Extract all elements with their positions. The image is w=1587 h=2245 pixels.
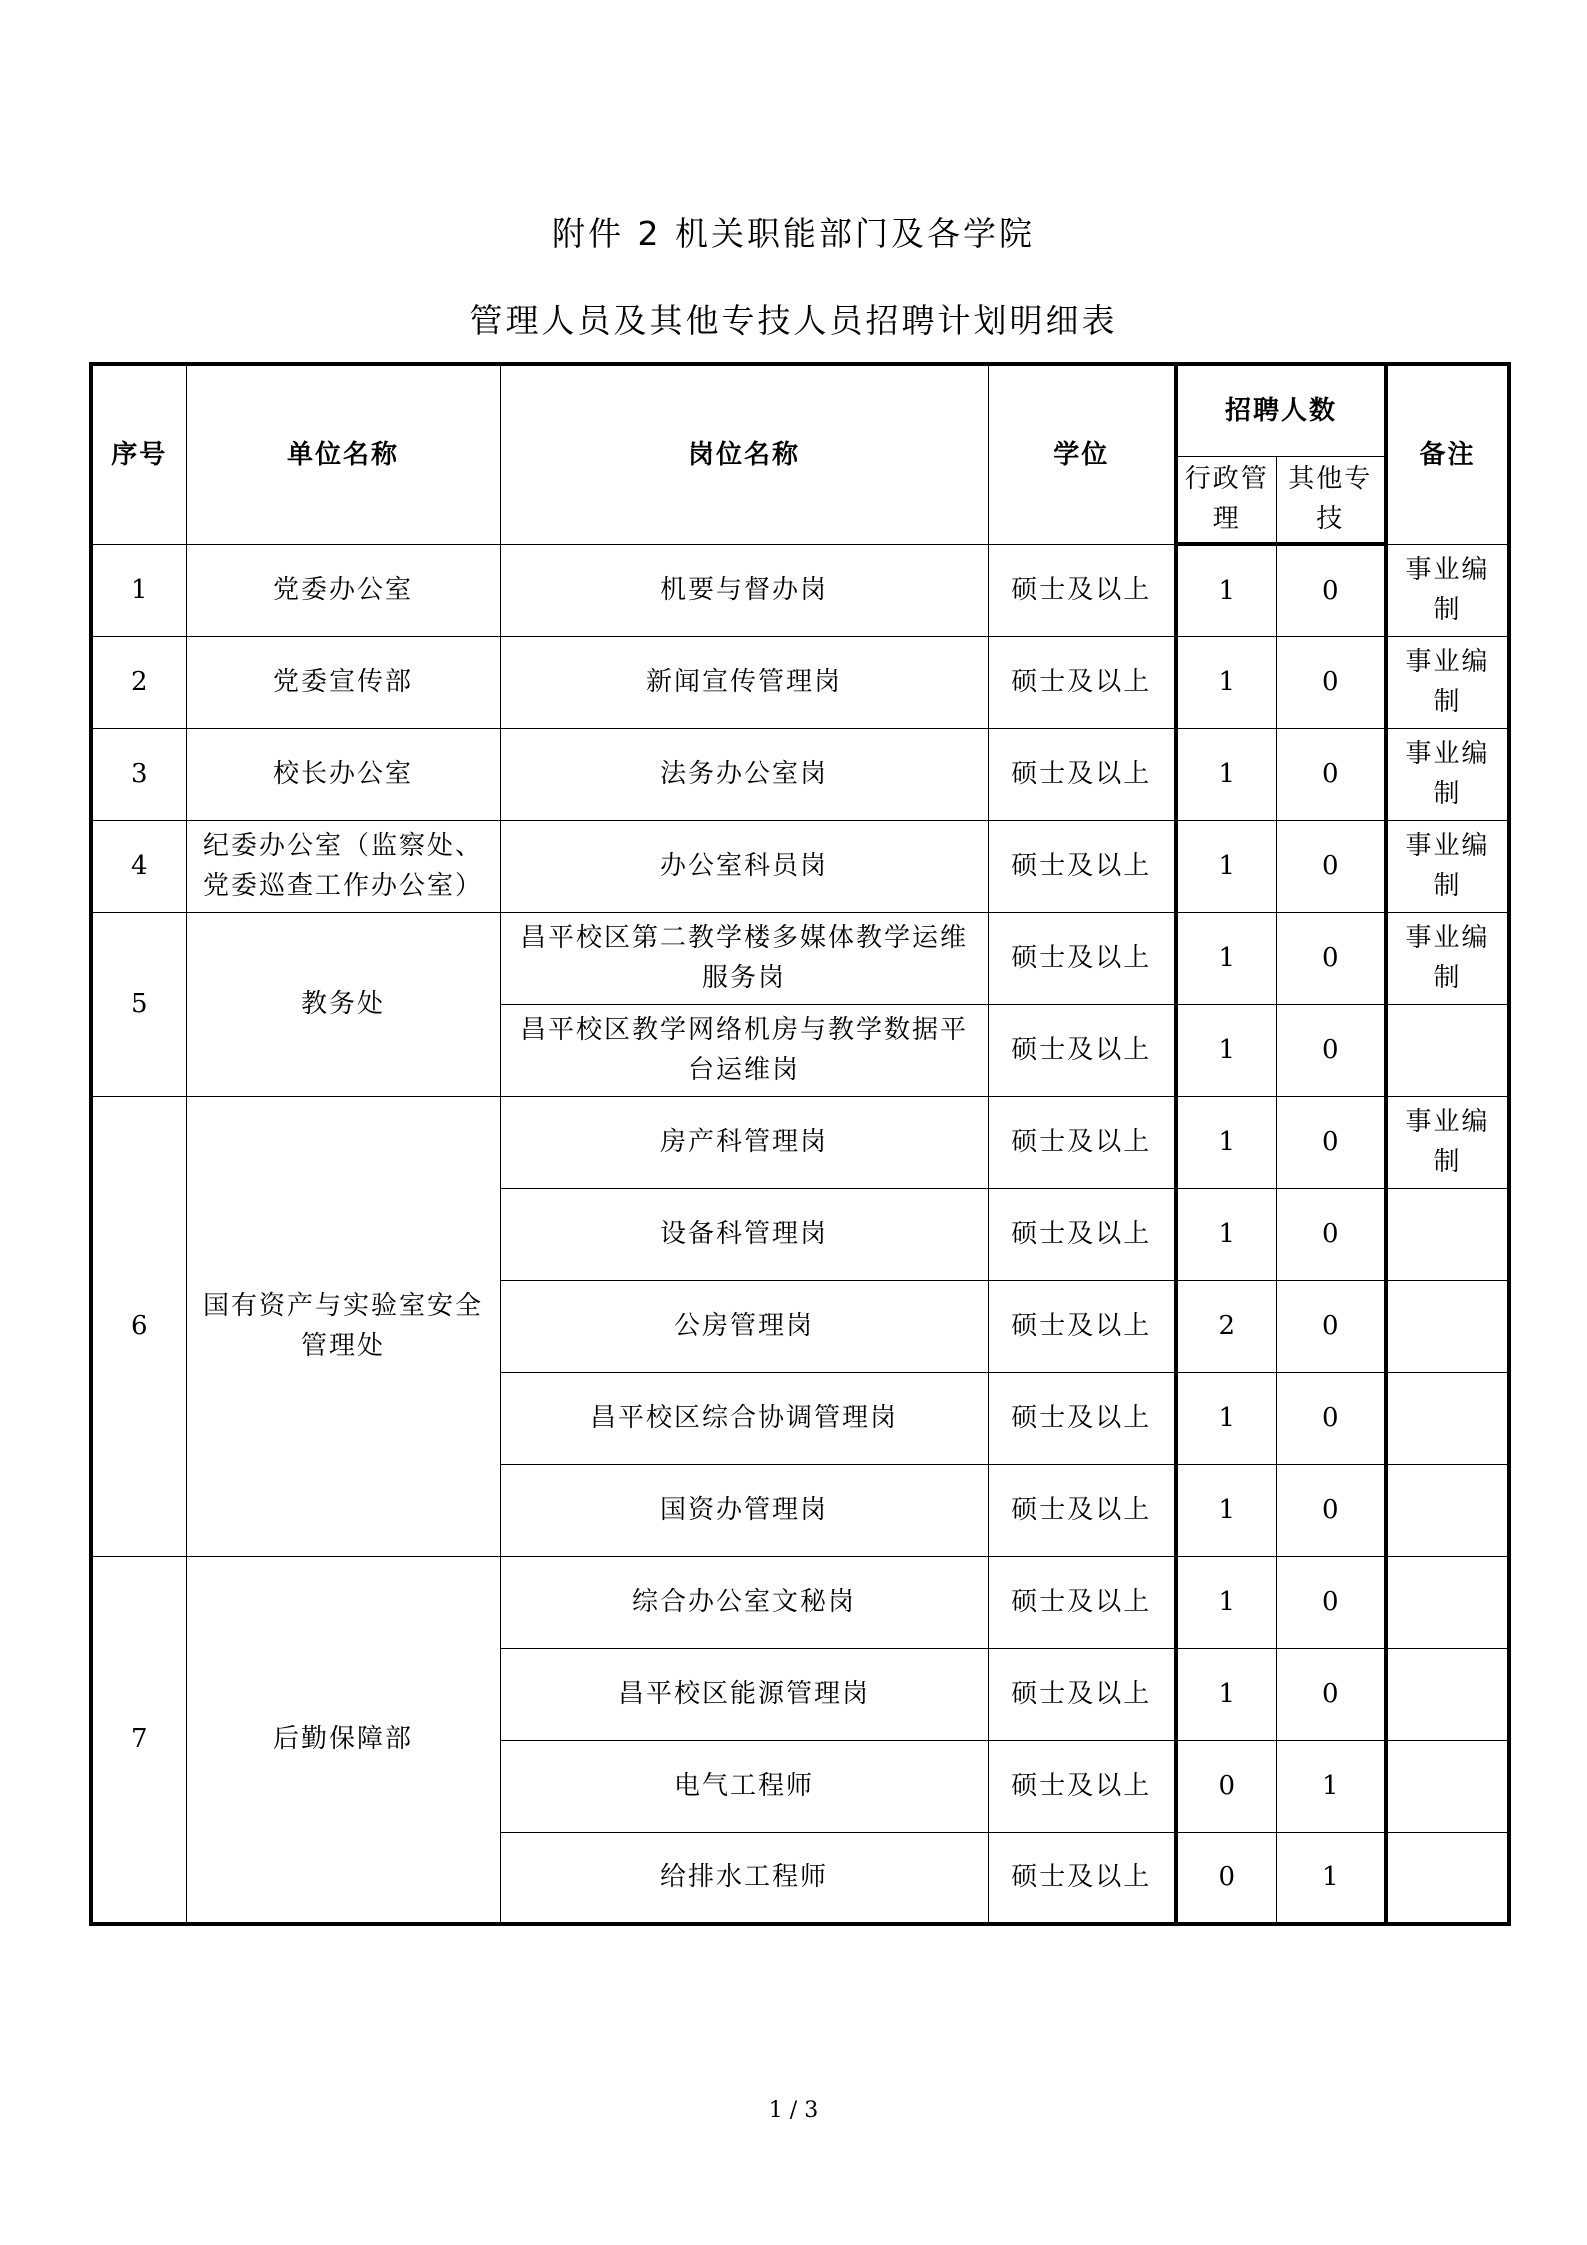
cell-tech-count: 0 <box>1276 820 1386 912</box>
page-number: 1 / 3 <box>768 2098 819 2123</box>
cell-unit-name: 国有资产与实验室安全管理处 <box>186 1096 500 1556</box>
cell-degree: 硕士及以上 <box>988 636 1176 728</box>
cell-post-name: 房产科管理岗 <box>500 1096 988 1188</box>
table-row <box>91 912 1509 1004</box>
cell-admin-count: 1 <box>1176 1372 1276 1464</box>
table-row <box>91 728 1509 820</box>
header-remark: 备注 <box>1386 364 1509 544</box>
cell-remark: 事业编制 <box>1386 1096 1509 1188</box>
cell-admin-count: 2 <box>1176 1280 1276 1372</box>
cell-degree: 硕士及以上 <box>988 1740 1176 1832</box>
cell-remark <box>1386 1556 1509 1648</box>
header-admin: 行政管理 <box>1176 456 1276 544</box>
document-title-line-1: 附件 2 机关职能部门及各学院 <box>552 214 1035 253</box>
cell-degree: 硕士及以上 <box>988 1464 1176 1556</box>
cell-tech-count: 0 <box>1276 1188 1386 1280</box>
cell-admin-count: 0 <box>1176 1740 1276 1832</box>
table-row <box>91 1556 1509 1648</box>
cell-admin-count: 1 <box>1176 1096 1276 1188</box>
cell-unit-name: 后勤保障部 <box>186 1556 500 1924</box>
cell-admin-count: 1 <box>1176 544 1276 636</box>
cell-tech-count: 1 <box>1276 1740 1386 1832</box>
cell-unit-name: 党委办公室 <box>186 544 500 636</box>
cell-unit-name: 纪委办公室（监察处、党委巡查工作办公室） <box>186 820 500 912</box>
cell-post-name: 机要与督办岗 <box>500 544 988 636</box>
cell-seq: 4 <box>91 820 186 912</box>
cell-post-name: 昌平校区第二教学楼多媒体教学运维服务岗 <box>500 912 988 1004</box>
recruitment-plan-table <box>89 362 1511 1926</box>
header-tech: 其他专技 <box>1276 456 1386 544</box>
cell-admin-count: 1 <box>1176 636 1276 728</box>
cell-remark: 事业编制 <box>1386 912 1509 1004</box>
cell-tech-count: 0 <box>1276 1556 1386 1648</box>
cell-unit-name: 教务处 <box>186 912 500 1096</box>
cell-degree: 硕士及以上 <box>988 1648 1176 1740</box>
cell-post-name: 公房管理岗 <box>500 1280 988 1372</box>
table-row <box>91 820 1509 912</box>
cell-post-name: 新闻宣传管理岗 <box>500 636 988 728</box>
cell-admin-count: 1 <box>1176 1188 1276 1280</box>
cell-remark <box>1386 1280 1509 1372</box>
cell-degree: 硕士及以上 <box>988 820 1176 912</box>
cell-post-name: 给排水工程师 <box>500 1832 988 1924</box>
cell-degree: 硕士及以上 <box>988 1096 1176 1188</box>
cell-remark: 事业编制 <box>1386 728 1509 820</box>
cell-unit-name: 党委宣传部 <box>186 636 500 728</box>
cell-tech-count: 0 <box>1276 728 1386 820</box>
cell-degree: 硕士及以上 <box>988 1556 1176 1648</box>
cell-remark <box>1386 1832 1509 1924</box>
cell-degree: 硕士及以上 <box>988 544 1176 636</box>
table-row <box>91 544 1509 636</box>
header-degree: 学位 <box>988 364 1176 544</box>
cell-remark: 事业编制 <box>1386 820 1509 912</box>
cell-post-name: 综合办公室文秘岗 <box>500 1556 988 1648</box>
cell-admin-count: 1 <box>1176 1556 1276 1648</box>
cell-remark <box>1386 1648 1509 1740</box>
cell-tech-count: 0 <box>1276 1096 1386 1188</box>
cell-tech-count: 1 <box>1276 1832 1386 1924</box>
cell-tech-count: 0 <box>1276 1004 1386 1096</box>
cell-degree: 硕士及以上 <box>988 1004 1176 1096</box>
cell-remark: 事业编制 <box>1386 544 1509 636</box>
cell-admin-count: 1 <box>1176 1648 1276 1740</box>
cell-degree: 硕士及以上 <box>988 728 1176 820</box>
table-row <box>91 636 1509 728</box>
cell-seq: 5 <box>91 912 186 1096</box>
cell-post-name: 昌平校区综合协调管理岗 <box>500 1372 988 1464</box>
cell-tech-count: 0 <box>1276 544 1386 636</box>
header-recruit-count: 招聘人数 <box>1176 364 1386 456</box>
cell-remark <box>1386 1188 1509 1280</box>
document-title-line-2: 管理人员及其他专技人员招聘计划明细表 <box>469 301 1118 340</box>
cell-degree: 硕士及以上 <box>988 1832 1176 1924</box>
cell-degree: 硕士及以上 <box>988 1280 1176 1372</box>
cell-degree: 硕士及以上 <box>988 1372 1176 1464</box>
cell-remark <box>1386 1004 1509 1096</box>
header-post-name: 岗位名称 <box>500 364 988 544</box>
cell-seq: 1 <box>91 544 186 636</box>
cell-remark <box>1386 1740 1509 1832</box>
cell-post-name: 国资办管理岗 <box>500 1464 988 1556</box>
cell-admin-count: 0 <box>1176 1832 1276 1924</box>
header-seq: 序号 <box>91 364 186 544</box>
cell-remark <box>1386 1464 1509 1556</box>
cell-tech-count: 0 <box>1276 1648 1386 1740</box>
cell-post-name: 电气工程师 <box>500 1740 988 1832</box>
cell-degree: 硕士及以上 <box>988 912 1176 1004</box>
cell-post-name: 办公室科员岗 <box>500 820 988 912</box>
cell-remark <box>1386 1372 1509 1464</box>
cell-seq: 2 <box>91 636 186 728</box>
cell-post-name: 法务办公室岗 <box>500 728 988 820</box>
cell-unit-name: 校长办公室 <box>186 728 500 820</box>
cell-degree: 硕士及以上 <box>988 1188 1176 1280</box>
cell-remark: 事业编制 <box>1386 636 1509 728</box>
cell-seq: 3 <box>91 728 186 820</box>
cell-tech-count: 0 <box>1276 1280 1386 1372</box>
cell-admin-count: 1 <box>1176 728 1276 820</box>
cell-post-name: 昌平校区能源管理岗 <box>500 1648 988 1740</box>
cell-post-name: 昌平校区教学网络机房与教学数据平台运维岗 <box>500 1004 988 1096</box>
cell-post-name: 设备科管理岗 <box>500 1188 988 1280</box>
cell-admin-count: 1 <box>1176 1004 1276 1096</box>
cell-admin-count: 1 <box>1176 1464 1276 1556</box>
cell-tech-count: 0 <box>1276 636 1386 728</box>
cell-admin-count: 1 <box>1176 912 1276 1004</box>
cell-tech-count: 0 <box>1276 1372 1386 1464</box>
table-row <box>91 1096 1509 1188</box>
cell-seq: 6 <box>91 1096 186 1556</box>
table-body <box>91 544 1509 1924</box>
cell-tech-count: 0 <box>1276 912 1386 1004</box>
cell-admin-count: 1 <box>1176 820 1276 912</box>
header-unit-name: 单位名称 <box>186 364 500 544</box>
cell-seq: 7 <box>91 1556 186 1924</box>
cell-tech-count: 0 <box>1276 1464 1386 1556</box>
